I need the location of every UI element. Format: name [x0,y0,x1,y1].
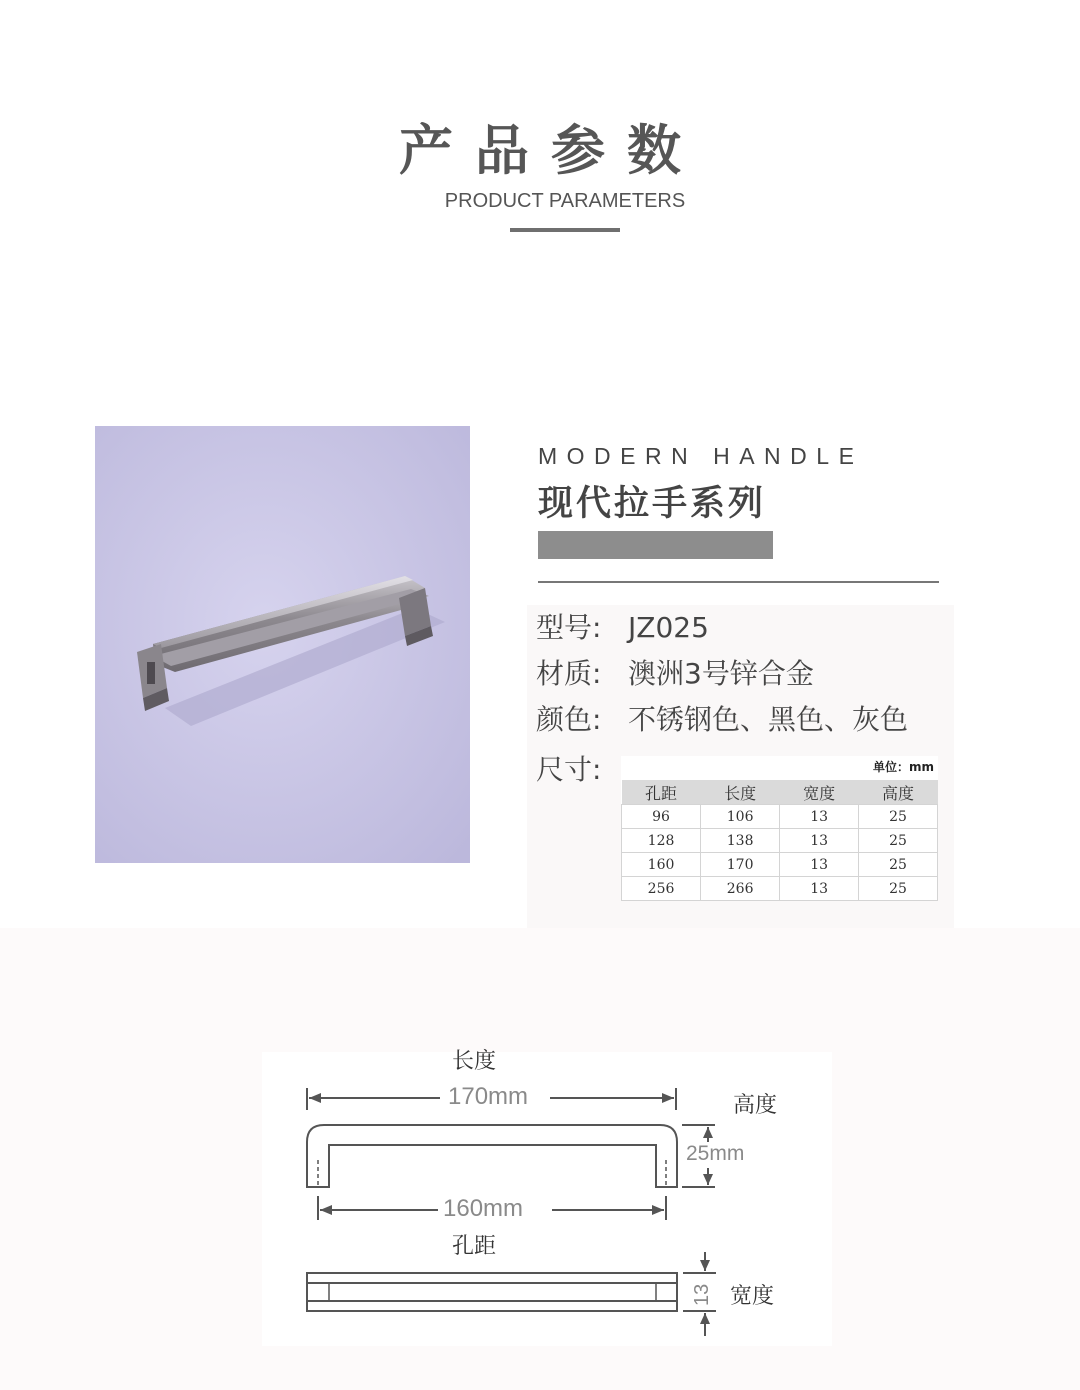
table-cell: 128 [622,829,701,853]
table-cell: 13 [780,853,859,877]
table-cell: 266 [701,877,780,901]
column-header: 孔距 [622,780,701,805]
series-english-label: MODERN HANDLE [538,443,864,469]
column-header: 高度 [859,780,938,805]
spec-value: 不锈钢色、黑色、灰色 [628,703,909,736]
table-cell: 160 [622,853,701,877]
column-header: 宽度 [780,780,859,805]
table-cell: 25 [859,853,938,877]
length-value: 170mm [448,1083,529,1110]
spec-key: 型号: [536,611,602,644]
table-cell: 13 [780,829,859,853]
table-cell: 96 [622,805,701,829]
spec-key: 材质: [536,657,602,690]
width-label: 宽度 [730,1284,775,1309]
spec-value: JZ025 [628,611,709,644]
length-label: 长度 [452,1049,497,1074]
table-cell: 25 [859,805,938,829]
table-cell: 25 [859,877,938,901]
page-subtitle: PRODUCT PARAMETERS [444,190,686,212]
table-cell: 25 [859,829,938,853]
table-cell: 13 [780,805,859,829]
series-chinese-label: 现代拉手系列 [538,484,767,524]
table-cell: 13 [780,877,859,901]
height-label: 高度 [733,1093,778,1118]
hole-distance-value: 160mm [443,1195,524,1222]
page-title: 产品参数 [399,119,703,182]
spec-key: 尺寸: [536,753,602,786]
column-header: 长度 [701,780,780,805]
unit-label: 单位：mm [872,760,934,774]
table-cell: 106 [701,805,780,829]
table-cell: 170 [701,853,780,877]
width-value: 13 [691,1283,713,1306]
height-value: 25mm [686,1142,745,1165]
hole-distance-label: 孔距 [452,1234,497,1259]
spec-key: 颜色: [536,703,602,736]
spec-value: 澳洲3号锌合金 [628,657,814,690]
table-cell: 138 [701,829,780,853]
table-cell: 256 [622,877,701,901]
